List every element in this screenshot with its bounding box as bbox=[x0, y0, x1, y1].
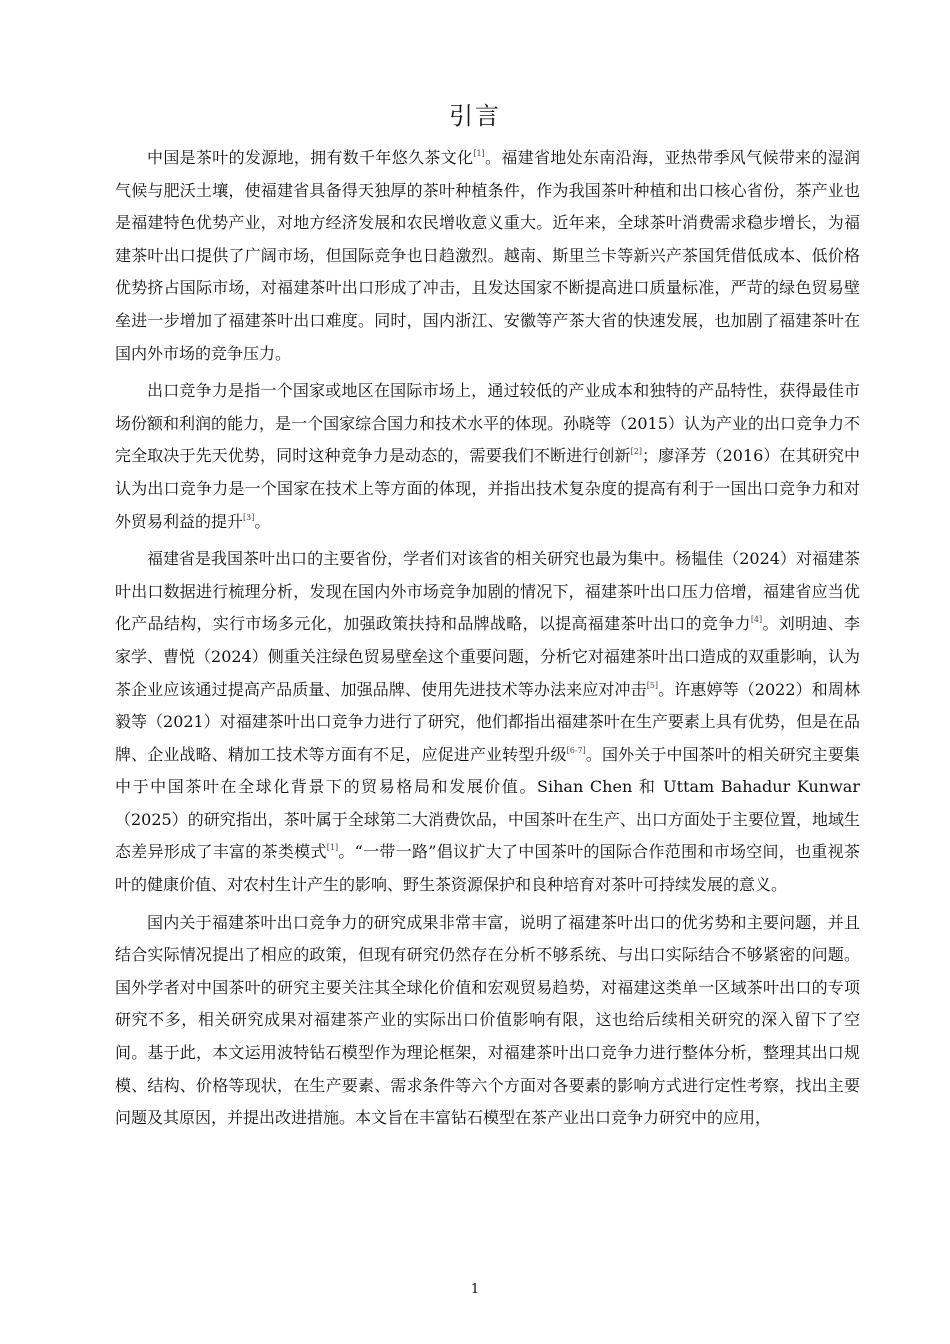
page-title: 引言 bbox=[449, 102, 501, 130]
body-paragraph bbox=[115, 142, 860, 370]
body-text bbox=[115, 142, 860, 1140]
page-number: 1 bbox=[470, 1282, 480, 1297]
paragraph-text: 出口竞争力是指一个国家或地区在国际市场上，通过较低的产业成本和独特的产品特性，获得最佳市场份额和利润的能力，是一个国家综合国力和技术水平的体现。孙晓等（2015）认为产业的出口竞争力不完全取决于先天优势，同时这种竞争力是动态的，需要我们不断进行创新 bbox=[115, 381, 860, 466]
citation-superscript: [1] bbox=[326, 843, 339, 853]
citation-superscript: [4] bbox=[750, 615, 763, 625]
paragraph-text: 。“一带一路”倡议扩大了中国茶叶的国际合作范围和市场空间，也重视茶叶的健康价值、对农村生计产生的影响、野生茶资源保护和良种培育对茶叶可持续发展的意义。 bbox=[115, 842, 860, 895]
paragraph-text: 。福建省地处东南沿海，亚热带季风气候带来的湿润气候与肥沃土壤，使福建省具备得天独厚的茶叶种植条件，作为我国茶叶种植和出口核心省份，茶产业也是福建特色优势产业，对地方经济发展和农民增收意义重大。近年来，全球茶叶消费需求稳步增长，为福建茶叶出口提供了广阔市场，但国际竞争也日趋激烈。越南、斯里兰卡等新兴产茶国凭借低成本、低价格优势挤占国际市场，对福建茶叶出口形成了冲击，且发达国家不断提高进口质量标准，严苛的绿色贸易壁垒进一步增加了福建茶叶出口难度。同时，国内浙江、安徽等产茶大省的快速发展，也加剧了福建茶叶在国内外市场的竞争压力。 bbox=[115, 148, 860, 363]
paragraph-text: 中国是茶叶的发源地，拥有数千年悠久茶文化 bbox=[147, 148, 474, 167]
paragraph-text: 国内关于福建茶叶出口竞争力的研究成果非常丰富，说明了福建茶叶出口的优劣势和主要问题，并且结合实际情况提出了相应的政策，但现有研究仍然存在分析不够系统、与出口实际结合不够紧密的问题。国外学者对中国茶叶的研究主要关注其全球化价值和宏观贸易趋势，对福建这类单一区域茶叶出口的专项研究不多，相关研究成果对福建茶产业的实际出口价值影响有限，这也给后续相关研究的深入留下了空间。基于此，本文运用波特钻石模型作为理论框架，对福建茶叶出口竞争力进行整体分析，整理其出口规模、结构、价格等现状，在生产要素、需求条件等六个方面对各要素的影响方式进行定性考察，找出主要问题及其原因，并提出改进措施。本文旨在丰富钻石模型在茶产业出口竞争力研究中的应用， bbox=[115, 912, 860, 1128]
paragraph-text: 福建省是我国茶叶出口的主要省份，学者们对该省的相关研究也最为集中。杨韫佳（2024）对福建茶叶出口数据进行梳理分析，发现在国内外市场竞争加剧的情况下，福建茶叶出口压力倍增，福建省应当优化产品结构，实行市场多元化，加强政策扶持和品牌战略，以提高福建茶叶出口的竞争力 bbox=[115, 549, 860, 634]
body-paragraph bbox=[115, 543, 860, 902]
body-paragraph bbox=[115, 375, 860, 538]
citation-superscript: [2] bbox=[630, 447, 642, 457]
paragraph-text: 。 bbox=[254, 511, 271, 531]
paragraph-text: 。许惠婷等（2022）和周林毅等（2021）对福建茶叶出口竞争力进行了研究，他们都指出福建茶叶在生产要素上具有优势，但是在品牌、企业战略、精加工技术等方面有不足，应促进产业转型升级 bbox=[115, 679, 860, 764]
body-paragraph bbox=[115, 907, 860, 1135]
citation-superscript: [1] bbox=[473, 149, 485, 158]
paragraph-text: ；廖泽芳（2016）在其研究中认为出口竞争力是一个国家在技术上等方面的体现，并指出技术复杂度的提高有利于一国出口竞争力和对外贸易利益的提升 bbox=[115, 446, 860, 531]
citation-superscript: [5] bbox=[646, 680, 659, 690]
citation-superscript: [3] bbox=[243, 512, 255, 522]
citation-superscript: [6-7] bbox=[566, 745, 586, 755]
paragraph-text: 。国外关于中国茶叶的相关研究主要集中于中国茶叶在全球化背景下的贸易格局和发展价值。Sihan Chen 和 Uttam Bahadur Kunwar（2025）的研究指出，茶叶属于全球第二大消费饮品，中国茶叶在生产、出口方面处于主要位置，地域生态差异形成了丰富的茶类模式 bbox=[115, 744, 860, 862]
paragraph-text: 。刘明迪、李家学、曹悦（2024）侧重关注绿色贸易壁垒这个重要问题，分析它对福建茶叶出口造成的双重影响，认为茶企业应该通过提高产品质量、加强品牌、使用先进技术等办法来应对冲击 bbox=[115, 614, 860, 699]
